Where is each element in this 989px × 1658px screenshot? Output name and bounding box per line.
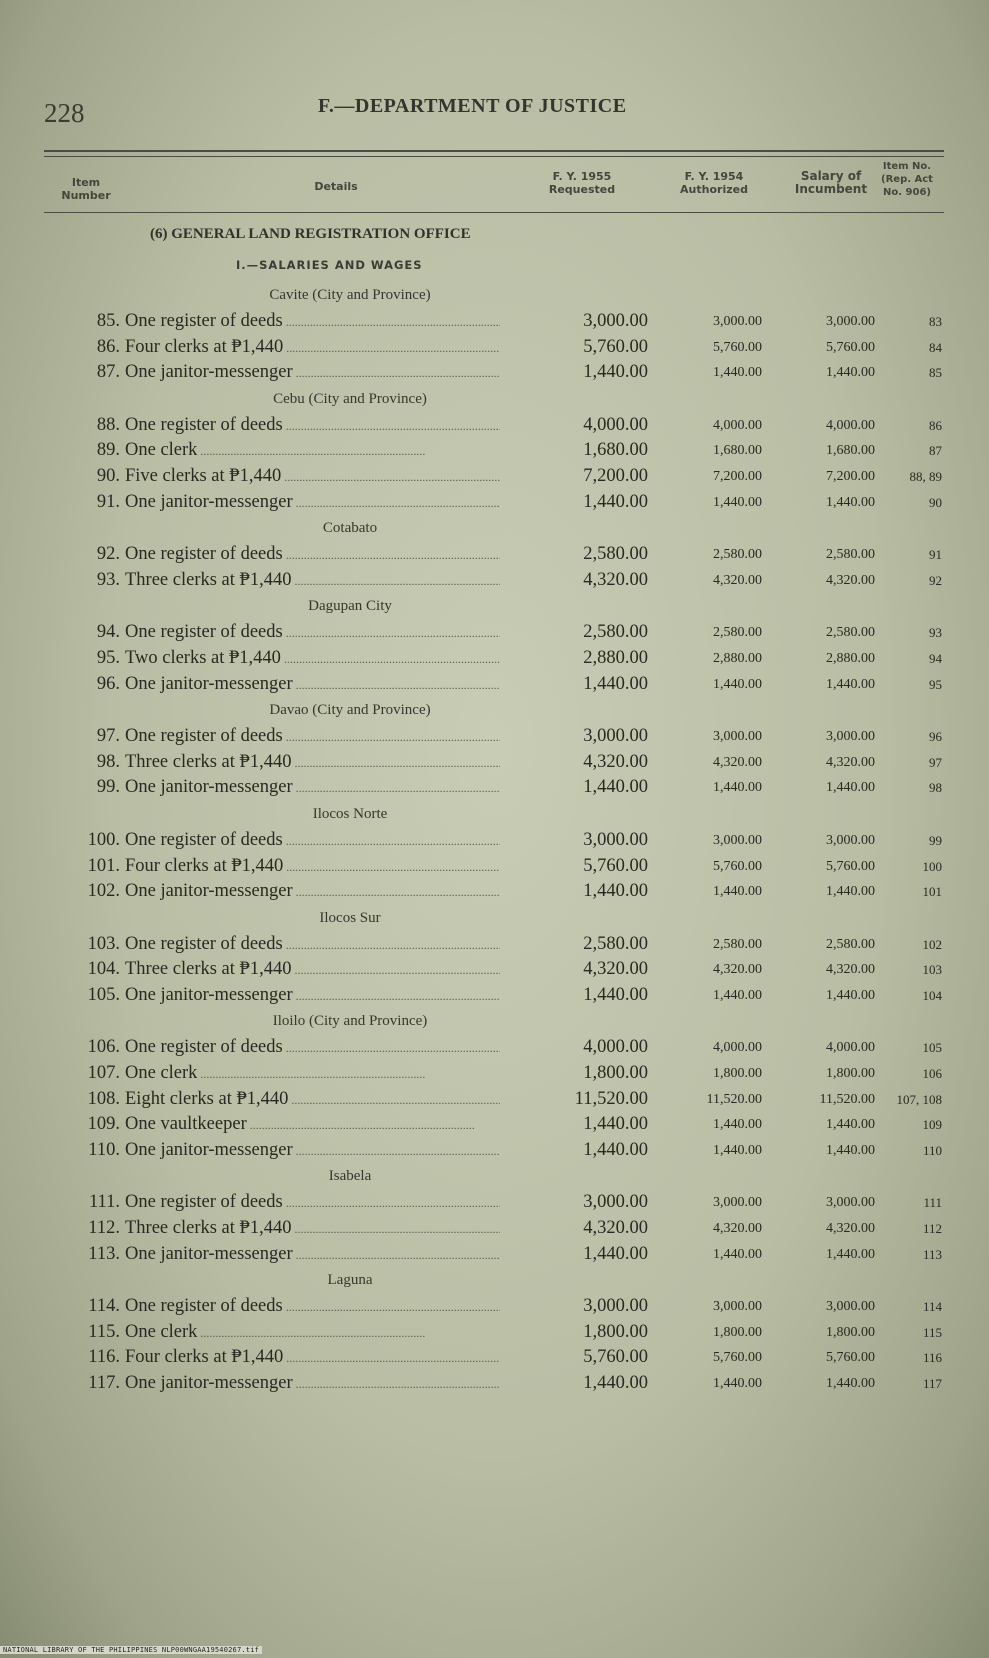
table-row — [0, 775, 989, 801]
item-details: One janitor-messenger ..... — [125, 983, 500, 1010]
incumbent-salary: 1,440.00 — [826, 676, 875, 692]
rep-act-item-no: 88, 89 — [909, 468, 942, 484]
requested-amount: 3,000.00 — [583, 829, 648, 850]
rep-act-item-no: 112 — [922, 1221, 942, 1237]
incumbent-salary: 1,800.00 — [826, 1066, 875, 1082]
table-row — [0, 438, 989, 464]
item-number: 108. — [87, 1088, 120, 1109]
rep-act-item-no: 87 — [929, 443, 942, 459]
incumbent-salary: 5,760.00 — [826, 339, 875, 355]
incumbent-salary: 2,580.00 — [826, 625, 875, 641]
item-details: One register of deeds ..... — [125, 413, 500, 440]
item-number: 115. — [88, 1321, 120, 1342]
incumbent-salary: 5,760.00 — [826, 858, 875, 874]
requested-amount: 1,440.00 — [583, 1243, 648, 1264]
requested-amount: 5,760.00 — [583, 855, 648, 876]
item-number: 93. — [96, 569, 120, 590]
item-details: Three clerks at ₱1,440 ..... — [125, 957, 500, 984]
subsection-title: I.—SALARIES AND WAGES — [236, 258, 423, 272]
incumbent-salary: 3,000.00 — [826, 729, 875, 745]
rep-act-item-no: 96 — [929, 729, 942, 745]
item-number: 86. — [96, 336, 120, 357]
requested-amount: 1,440.00 — [583, 673, 648, 694]
table-row — [0, 750, 989, 776]
authorized-amount: 3,000.00 — [713, 729, 762, 745]
table-row — [0, 360, 989, 386]
item-details: One register of deeds ..... — [125, 542, 500, 569]
header-authorized: F. Y. 1954 Authorized — [680, 170, 748, 196]
incumbent-salary: 1,440.00 — [826, 884, 875, 900]
province-heading: Ilocos Norte — [312, 805, 388, 822]
table-row — [0, 464, 989, 490]
item-details: Four clerks at ₱1,440 ..... — [125, 1345, 500, 1372]
item-details: One register of deeds ..... — [125, 1035, 500, 1062]
footer-stamp: NATIONAL LIBRARY OF THE PHILIPPINES NLP00WNGAA19540267.tif — [0, 1646, 262, 1654]
authorized-amount: 1,440.00 — [713, 1142, 762, 1158]
authorized-amount: 1,680.00 — [713, 443, 762, 459]
requested-amount: 3,000.00 — [583, 1192, 648, 1213]
item-details: One register of deeds ..... — [125, 932, 500, 959]
requested-amount: 4,000.00 — [583, 414, 648, 435]
item-details: One janitor-messenger ..... — [125, 879, 500, 906]
item-details: Four clerks at ₱1,440 ..... — [125, 335, 500, 362]
table-row — [0, 672, 989, 698]
authorized-amount: 1,440.00 — [713, 780, 762, 796]
incumbent-salary: 3,000.00 — [826, 314, 875, 329]
item-number: 103. — [87, 933, 120, 954]
rep-act-item-no: 106 — [922, 1066, 942, 1082]
requested-amount: 2,880.00 — [583, 647, 648, 668]
item-number: 90. — [96, 465, 120, 486]
table-row — [0, 828, 989, 854]
incumbent-salary: 1,440.00 — [826, 1376, 875, 1391]
requested-amount: 1,440.00 — [583, 362, 648, 383]
authorized-amount: 1,440.00 — [713, 1117, 762, 1133]
authorized-amount: 3,000.00 — [713, 1299, 762, 1315]
table-row — [0, 1190, 989, 1216]
budget-table — [0, 282, 989, 1397]
authorized-amount: 2,580.00 — [713, 625, 762, 641]
incumbent-salary: 4,000.00 — [826, 417, 875, 433]
header-requested: F. Y. 1955 Requested — [548, 170, 616, 196]
item-details: Five clerks at ₱1,440 ..... — [125, 464, 500, 491]
item-number: 89. — [96, 440, 120, 461]
item-details: One register of deeds ..... — [125, 1294, 500, 1321]
province-heading: Cotabato — [322, 520, 378, 537]
page-number: 228 — [44, 98, 85, 128]
item-number: 110. — [88, 1139, 120, 1160]
requested-amount: 1,440.00 — [583, 984, 648, 1005]
item-number: 112. — [88, 1218, 120, 1239]
item-number: 113. — [88, 1243, 120, 1264]
item-number: 114. — [88, 1296, 120, 1317]
rep-act-item-no: 94 — [929, 650, 942, 666]
authorized-amount: 1,440.00 — [713, 365, 762, 381]
province-heading: Dagupan City — [308, 598, 392, 615]
requested-amount: 2,580.00 — [583, 622, 648, 643]
incumbent-salary: 1,440.00 — [826, 365, 875, 381]
requested-amount: 3,000.00 — [583, 311, 648, 331]
item-number: 117. — [88, 1373, 120, 1393]
header-salary: Salary of Incumbent — [794, 169, 868, 196]
table-row — [0, 335, 989, 361]
table-row — [0, 932, 989, 958]
rep-act-item-no: 109 — [922, 1117, 942, 1133]
authorized-amount: 4,320.00 — [713, 572, 762, 588]
table-row — [0, 1216, 989, 1242]
rep-act-item-no: 85 — [929, 365, 942, 381]
item-number: 87. — [96, 362, 120, 383]
table-row — [0, 646, 989, 672]
rep-act-item-no: 83 — [929, 314, 942, 329]
header-rule-top-thin — [44, 156, 944, 157]
item-details: Three clerks at ₱1,440 ..... — [125, 568, 500, 595]
item-number: 94. — [96, 622, 120, 643]
rep-act-item-no: 91 — [929, 547, 942, 563]
incumbent-salary: 4,320.00 — [826, 962, 875, 978]
requested-amount: 1,800.00 — [583, 1063, 648, 1084]
province-heading: Ilocos Sur — [319, 909, 381, 926]
item-number: 92. — [96, 544, 120, 565]
item-details: Eight clerks at ₱1,440 ..... — [125, 1087, 500, 1114]
rep-act-item-no: 115 — [922, 1324, 942, 1340]
incumbent-salary: 3,000.00 — [826, 1195, 875, 1211]
rep-act-item-no: 116 — [922, 1350, 942, 1366]
requested-amount: 1,440.00 — [583, 881, 648, 902]
page-title: F.—DEPARTMENT OF JUSTICE — [318, 95, 627, 117]
requested-amount: 11,520.00 — [574, 1088, 648, 1109]
incumbent-salary: 3,000.00 — [826, 1299, 875, 1315]
incumbent-salary: 4,320.00 — [826, 754, 875, 770]
authorized-amount: 3,000.00 — [713, 1195, 762, 1211]
requested-amount: 5,760.00 — [583, 1347, 648, 1368]
table-row — [0, 1061, 989, 1087]
authorized-amount: 1,440.00 — [713, 987, 762, 1003]
authorized-amount: 5,760.00 — [713, 339, 762, 355]
incumbent-salary: 7,200.00 — [826, 468, 875, 484]
rep-act-item-no: 107, 108 — [896, 1091, 942, 1107]
table-row — [0, 413, 989, 439]
table-row — [0, 620, 989, 646]
table-row — [0, 309, 989, 335]
authorized-amount: 4,000.00 — [713, 417, 762, 433]
table-row — [0, 957, 989, 983]
authorized-amount: 1,440.00 — [713, 494, 762, 510]
item-number: 105. — [87, 984, 120, 1005]
item-number: 100. — [87, 829, 120, 850]
authorized-amount: 4,320.00 — [713, 754, 762, 770]
item-details: One register of deeds ..... — [125, 1190, 500, 1217]
rep-act-item-no: 104 — [922, 987, 942, 1003]
incumbent-salary: 1,440.00 — [826, 1142, 875, 1158]
item-details: Two clerks at ₱1,440 ..... — [125, 646, 500, 673]
requested-amount: 4,320.00 — [583, 569, 648, 590]
requested-amount: 3,000.00 — [583, 726, 648, 747]
item-details: Four clerks at ₱1,440 ..... — [125, 854, 500, 881]
table-row — [0, 1320, 989, 1346]
item-details: One janitor-messenger ..... — [125, 490, 500, 517]
incumbent-salary: 1,440.00 — [826, 1246, 875, 1262]
item-details: One clerk ..... — [125, 1320, 500, 1347]
rep-act-item-no: 98 — [929, 780, 942, 796]
authorized-amount: 1,440.00 — [713, 1246, 762, 1262]
section-title: (6) GENERAL LAND REGISTRATION OFFICE — [150, 226, 471, 242]
table-row — [0, 490, 989, 516]
authorized-amount: 1,440.00 — [713, 884, 762, 900]
item-details: One janitor-messenger ..... — [125, 1242, 500, 1269]
rep-act-item-no: 99 — [929, 832, 942, 848]
requested-amount: 1,440.00 — [583, 1139, 648, 1160]
requested-amount: 2,580.00 — [583, 544, 648, 565]
requested-amount: 4,000.00 — [583, 1037, 648, 1058]
province-heading: Cavite (City and Province) — [269, 287, 431, 303]
item-details: One register of deeds ..... — [125, 724, 500, 751]
item-number: 116. — [88, 1347, 120, 1368]
rep-act-item-no: 117 — [922, 1376, 942, 1391]
rep-act-item-no: 114 — [922, 1299, 942, 1315]
requested-amount: 4,320.00 — [583, 751, 648, 772]
rep-act-item-no: 100 — [922, 858, 942, 874]
requested-amount: 1,440.00 — [583, 777, 648, 798]
table-row — [0, 1112, 989, 1138]
item-details: One clerk ..... — [125, 438, 500, 465]
province-heading: Laguna — [327, 1272, 373, 1289]
requested-amount: 1,440.00 — [583, 491, 648, 512]
province-heading: Davao (City and Province) — [269, 702, 431, 719]
requested-amount: 4,320.00 — [583, 1218, 648, 1239]
rep-act-item-no: 102 — [922, 936, 942, 952]
rep-act-item-no: 84 — [929, 339, 942, 355]
requested-amount: 5,760.00 — [583, 336, 648, 357]
header-details: Details — [314, 180, 358, 193]
rep-act-item-no: 93 — [929, 625, 942, 641]
table-row — [0, 724, 989, 750]
incumbent-salary: 1,680.00 — [826, 443, 875, 459]
item-number: 102. — [87, 881, 120, 902]
item-details: One register of deeds ..... — [125, 620, 500, 647]
rep-act-item-no: 86 — [929, 417, 942, 433]
incumbent-salary: 1,440.00 — [826, 780, 875, 796]
rep-act-item-no: 92 — [929, 572, 942, 588]
province-heading: Iloilo (City and Province) — [272, 1013, 428, 1030]
incumbent-salary: 1,800.00 — [826, 1324, 875, 1340]
rep-act-item-no: 101 — [922, 884, 942, 900]
item-number: 109. — [87, 1114, 120, 1135]
authorized-amount: 5,760.00 — [713, 858, 762, 874]
item-number: 91. — [96, 491, 120, 512]
item-details: One janitor-messenger ..... — [125, 360, 500, 387]
item-number: 99. — [96, 777, 120, 798]
incumbent-salary: 1,440.00 — [826, 1117, 875, 1133]
rep-act-item-no: 110 — [922, 1142, 942, 1158]
item-details: One vaultkeeper ..... — [125, 1112, 500, 1139]
rep-act-item-no: 103 — [922, 962, 942, 978]
rep-act-item-no: 111 — [923, 1195, 942, 1211]
item-details: Three clerks at ₱1,440 ..... — [125, 1216, 500, 1243]
item-details: One clerk ..... — [125, 1061, 500, 1088]
rep-act-item-no: 95 — [929, 676, 942, 692]
item-number: 96. — [96, 673, 120, 694]
item-details: Three clerks at ₱1,440 ..... — [125, 750, 500, 777]
table-row — [0, 1087, 989, 1113]
item-number: 111. — [88, 1192, 120, 1213]
requested-amount: 1,440.00 — [583, 1114, 648, 1135]
authorized-amount: 4,320.00 — [713, 962, 762, 978]
authorized-amount: 7,200.00 — [713, 468, 762, 484]
table-row — [0, 1345, 989, 1371]
requested-amount: 1,800.00 — [583, 1321, 648, 1342]
authorized-amount: 2,580.00 — [713, 936, 762, 952]
authorized-amount: 1,800.00 — [713, 1066, 762, 1082]
incumbent-salary: 4,320.00 — [826, 572, 875, 588]
authorized-amount: 2,880.00 — [713, 650, 762, 666]
incumbent-salary: 1,440.00 — [826, 494, 875, 510]
header-rule-bottom — [44, 212, 944, 213]
item-details: One janitor-messenger ..... — [125, 1371, 500, 1398]
item-details: One janitor-messenger ..... — [125, 775, 500, 802]
item-number: 106. — [87, 1037, 120, 1058]
item-details: One janitor-messenger ..... — [125, 1138, 500, 1165]
item-number: 88. — [96, 414, 120, 435]
incumbent-salary: 1,440.00 — [826, 987, 875, 1003]
incumbent-salary: 3,000.00 — [826, 832, 875, 848]
incumbent-salary: 2,580.00 — [826, 547, 875, 563]
table-row — [0, 1371, 989, 1397]
authorized-amount: 1,440.00 — [713, 1376, 762, 1391]
incumbent-salary: 5,760.00 — [826, 1350, 875, 1366]
authorized-amount: 2,580.00 — [713, 547, 762, 563]
requested-amount: 4,320.00 — [583, 959, 648, 980]
rep-act-item-no: 90 — [929, 494, 942, 510]
item-number: 95. — [96, 647, 120, 668]
authorized-amount: 5,760.00 — [713, 1350, 762, 1366]
table-row — [0, 854, 989, 880]
incumbent-salary: 4,320.00 — [826, 1221, 875, 1237]
requested-amount: 1,440.00 — [583, 1373, 648, 1393]
authorized-amount: 3,000.00 — [713, 314, 762, 329]
item-number: 101. — [87, 855, 120, 876]
item-number: 104. — [87, 959, 120, 980]
province-heading: Isabela — [328, 1168, 372, 1185]
authorized-amount: 3,000.00 — [713, 832, 762, 848]
authorized-amount: 1,440.00 — [713, 676, 762, 692]
requested-amount: 7,200.00 — [583, 465, 648, 486]
item-number: 97. — [96, 726, 120, 747]
incumbent-salary: 2,580.00 — [826, 936, 875, 952]
requested-amount: 3,000.00 — [583, 1296, 648, 1317]
header-rule-top — [44, 150, 944, 152]
item-details: One register of deeds ..... — [125, 828, 500, 855]
authorized-amount: 4,000.00 — [713, 1040, 762, 1056]
rep-act-item-no: 97 — [929, 754, 942, 770]
header-item-no: Item No. (Rep. Act No. 906) — [881, 161, 933, 198]
item-number: 98. — [96, 751, 120, 772]
table-row — [0, 983, 989, 1009]
table-row — [0, 879, 989, 905]
rep-act-item-no: 105 — [922, 1040, 942, 1056]
item-number: 85. — [96, 311, 120, 331]
table-row — [0, 1138, 989, 1164]
table-row — [0, 1242, 989, 1268]
authorized-amount: 4,320.00 — [713, 1221, 762, 1237]
requested-amount: 1,680.00 — [583, 440, 648, 461]
province-heading: Cebu (City and Province) — [273, 390, 427, 407]
table-row — [0, 1035, 989, 1061]
rep-act-item-no: 113 — [922, 1246, 942, 1262]
table-row — [0, 1294, 989, 1320]
table-row — [0, 542, 989, 568]
authorized-amount: 1,800.00 — [713, 1324, 762, 1340]
requested-amount: 2,580.00 — [583, 933, 648, 954]
item-details: One register of deeds ..... — [125, 309, 500, 336]
authorized-amount: 11,520.00 — [706, 1091, 762, 1107]
incumbent-salary: 4,000.00 — [826, 1040, 875, 1056]
item-number: 107. — [87, 1063, 120, 1084]
table-row — [0, 568, 989, 594]
incumbent-salary: 2,880.00 — [826, 650, 875, 666]
header-item-number: Item Number — [61, 176, 111, 202]
incumbent-salary: 11,520.00 — [819, 1091, 875, 1107]
item-details: One janitor-messenger ..... — [125, 672, 500, 699]
